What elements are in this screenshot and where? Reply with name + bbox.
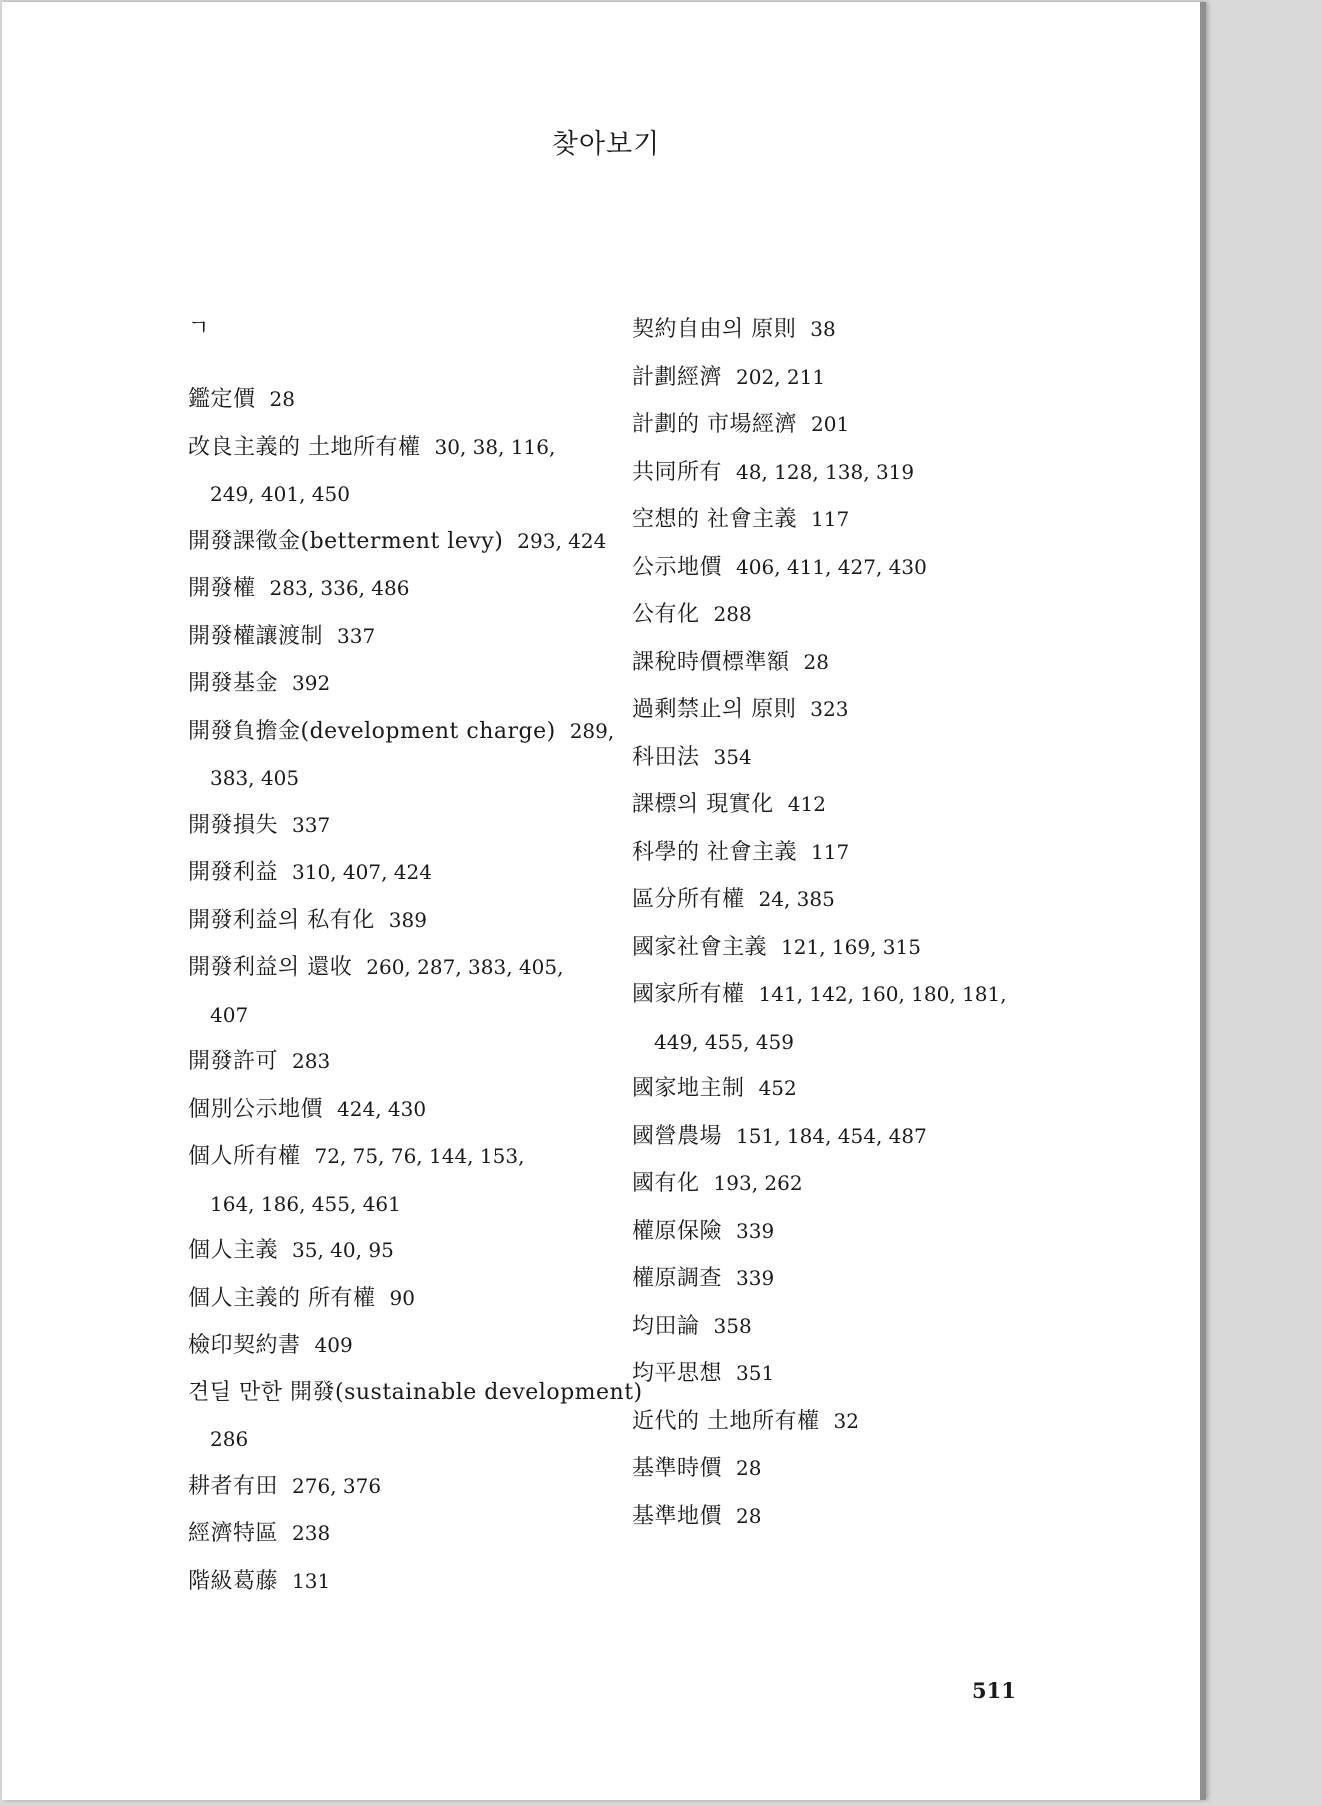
- index-page-refs: 28: [803, 649, 829, 674]
- index-entry: [188, 708, 615, 756]
- index-entry: [188, 1227, 608, 1275]
- index-page-refs: 38: [810, 317, 836, 341]
- index-term: 權原保險: [632, 1218, 723, 1244]
- index-term: 開發利益의 還收: [188, 955, 353, 980]
- index-term: 改良主義的 土地所有權: [188, 434, 421, 460]
- index-term: 契約自由의 原則: [632, 317, 797, 342]
- index-page-refs: 289,: [569, 718, 615, 743]
- index-page-refs: 323: [810, 697, 849, 721]
- index-column-right: [632, 306, 1052, 1540]
- index-term: 開發利益: [188, 860, 279, 885]
- index-page-refs: 28: [269, 387, 295, 411]
- index-page: [2, 2, 1206, 1800]
- index-term: 開發課徵金(betterment levy): [188, 528, 504, 554]
- index-page-refs: 48, 128, 138, 319: [736, 459, 915, 484]
- index-term: 開發利益의 私有化: [188, 907, 375, 933]
- index-entry-continuation: 383, 405: [210, 766, 300, 790]
- index-term: 開發權: [188, 576, 256, 601]
- index-entry: [632, 734, 1052, 782]
- index-entry: [188, 424, 608, 472]
- index-term: 課標의 現實化: [632, 792, 774, 817]
- index-entry: [632, 1113, 1052, 1161]
- index-term: 階級葛藤: [188, 1568, 279, 1594]
- index-term: 國家社會主義: [632, 934, 768, 960]
- index-entries-left: [188, 376, 643, 1605]
- index-page-refs: 28: [736, 1503, 762, 1528]
- index-entries-right: [632, 306, 1052, 1540]
- index-entry: [188, 1038, 608, 1086]
- index-page-refs: 202, 211: [736, 364, 826, 389]
- index-entry: [632, 1398, 1052, 1446]
- index-term: 個人主義: [188, 1238, 279, 1263]
- index-term: 公有化: [632, 602, 700, 627]
- index-term: 國營農場: [632, 1123, 723, 1149]
- index-page-refs: 90: [389, 1285, 415, 1310]
- index-page-refs: 24, 385: [758, 887, 835, 911]
- index-page-refs: 412: [787, 792, 826, 816]
- index-entry: [632, 829, 1052, 877]
- index-entry-continuation: 164, 186, 455, 461: [210, 1191, 401, 1216]
- index-page-refs: 238: [292, 1521, 331, 1545]
- index-entry-continuation: 249, 401, 450: [210, 482, 350, 506]
- index-page-refs: 339: [736, 1266, 775, 1290]
- index-term: 經濟特區: [188, 1521, 279, 1546]
- index-page-refs: 201: [811, 412, 850, 436]
- index-page-refs: 121, 169, 315: [781, 934, 921, 959]
- index-entry: [632, 781, 1052, 829]
- index-page-refs: 424, 430: [337, 1096, 427, 1121]
- index-page-refs: 260, 287, 383, 405,: [366, 955, 564, 979]
- index-term: 檢印契約書: [188, 1333, 301, 1358]
- index-entry: [188, 802, 608, 850]
- index-term: 公示地價: [632, 554, 723, 580]
- index-entry: [188, 1510, 608, 1558]
- index-entry: [632, 686, 1052, 734]
- index-entry: [632, 1160, 1052, 1208]
- index-page-refs: 131: [292, 1568, 331, 1593]
- index-page-refs: 32: [833, 1408, 859, 1433]
- index-term: 近代的 土地所有權: [632, 1408, 820, 1434]
- section-letter: ㄱ: [188, 316, 210, 341]
- index-entry: [188, 944, 608, 992]
- index-entry: [188, 1558, 608, 1606]
- index-entry: [188, 660, 608, 708]
- index-entry: [188, 1086, 608, 1134]
- index-entry: [188, 613, 608, 661]
- index-term: 耕者有田: [188, 1473, 279, 1499]
- index-term: 開發負擔金(development charge): [188, 718, 556, 744]
- index-column-left: [188, 306, 643, 1605]
- index-entry: [632, 1350, 1052, 1398]
- index-page-refs: 392: [292, 671, 331, 695]
- index-entry-continuation: 407: [210, 1002, 249, 1027]
- index-page-refs: 28: [736, 1456, 762, 1480]
- index-term: 過剩禁止의 原則: [632, 697, 797, 722]
- index-page-refs: 141, 142, 160, 180, 181,: [758, 982, 1007, 1006]
- index-page-refs: 337: [337, 623, 376, 648]
- index-entry: [632, 971, 1052, 1019]
- index-term: 個別公示地價: [188, 1096, 324, 1122]
- index-entry: [632, 1303, 1052, 1351]
- index-term: 開發許可: [188, 1049, 279, 1074]
- index-page-refs: 35, 40, 95: [292, 1238, 394, 1262]
- index-term: 個人主義的 所有權: [188, 1285, 376, 1311]
- index-entry: [632, 639, 1052, 687]
- index-entry: [188, 1463, 608, 1511]
- index-page-refs: 339: [736, 1218, 775, 1243]
- index-term: 基準地價: [632, 1503, 723, 1529]
- index-entry: [188, 518, 608, 566]
- index-term: 견딜 만한 開發(sustainable development): [188, 1379, 643, 1405]
- index-entry: [632, 496, 1052, 544]
- index-page-refs: 288: [713, 602, 752, 626]
- index-term: 權原調查: [632, 1266, 723, 1291]
- index-page-refs: 409: [314, 1333, 353, 1357]
- index-page-refs: 193, 262: [713, 1171, 803, 1195]
- index-entry: [188, 849, 608, 897]
- index-entry: [632, 1445, 1052, 1493]
- index-entry: [632, 924, 1052, 972]
- index-entry: [188, 897, 608, 945]
- index-page-refs: 276, 376: [292, 1473, 382, 1498]
- index-term: 國家地主制: [632, 1076, 745, 1101]
- index-entry: [632, 401, 1052, 449]
- index-page-refs: 293, 424: [517, 528, 607, 553]
- index-term: 鑑定價: [188, 387, 256, 412]
- index-page-refs: 337: [292, 812, 331, 837]
- index-term: 空想的 社會主義: [632, 507, 797, 532]
- index-term: 國有化: [632, 1171, 700, 1196]
- page-title: 찾아보기: [551, 129, 661, 160]
- index-term: 計劃的 市場經濟: [632, 412, 797, 437]
- index-page-refs: 283: [292, 1049, 331, 1073]
- index-page-refs: 406, 411, 427, 430: [736, 554, 927, 579]
- index-entry: [632, 1493, 1052, 1541]
- index-page-refs: 283, 336, 486: [269, 576, 410, 600]
- index-term: 計劃經濟: [632, 364, 723, 390]
- index-entry: [188, 376, 608, 424]
- index-term: 國家所有權: [632, 982, 745, 1007]
- index-term: 均平思想: [632, 1361, 723, 1386]
- index-entry: [632, 306, 1052, 354]
- index-page-refs: 358: [713, 1313, 752, 1338]
- index-page-refs: 117: [811, 839, 850, 864]
- index-term: 基準時價: [632, 1456, 723, 1481]
- index-entry-continuation: 286: [210, 1427, 249, 1451]
- index-entry: [632, 591, 1052, 639]
- index-term: 科田法: [632, 744, 700, 770]
- index-page-refs: 452: [758, 1076, 797, 1100]
- index-entry: [188, 1133, 608, 1181]
- index-entry: [188, 565, 608, 613]
- index-entry: [632, 1255, 1052, 1303]
- index-entry: [632, 354, 1052, 402]
- index-page-refs: 117: [811, 507, 850, 531]
- index-term: 科學的 社會主義: [632, 839, 797, 865]
- index-entry: [632, 1065, 1052, 1113]
- index-term: 開發權讓渡制: [188, 623, 324, 649]
- index-entry: [632, 544, 1052, 592]
- index-term: 區分所有權: [632, 887, 745, 912]
- index-page-refs: 310, 407, 424: [292, 860, 432, 884]
- index-entry-continuation: 449, 455, 459: [654, 1029, 794, 1054]
- index-term: 均田論: [632, 1313, 700, 1339]
- index-page-refs: 389: [388, 907, 427, 932]
- index-term: 個人所有權: [188, 1144, 301, 1169]
- page-number: 511: [972, 1678, 1016, 1703]
- index-term: 共同所有: [632, 459, 723, 485]
- index-page-refs: 30, 38, 116,: [434, 434, 556, 459]
- index-entry: [632, 449, 1052, 497]
- index-entry: [188, 1275, 608, 1323]
- index-entry: [632, 1208, 1052, 1256]
- index-term: 開發基金: [188, 671, 279, 696]
- index-entry: [632, 876, 1052, 924]
- index-entry: [188, 1370, 643, 1417]
- index-entry: [188, 1322, 608, 1370]
- index-page-refs: 354: [713, 744, 752, 769]
- index-page-refs: 151, 184, 454, 487: [736, 1123, 927, 1148]
- index-term: 課稅時價標準額: [632, 649, 790, 675]
- index-page-refs: 72, 75, 76, 144, 153,: [314, 1144, 525, 1168]
- index-term: 開發損失: [188, 812, 279, 838]
- index-page-refs: 351: [736, 1361, 775, 1385]
